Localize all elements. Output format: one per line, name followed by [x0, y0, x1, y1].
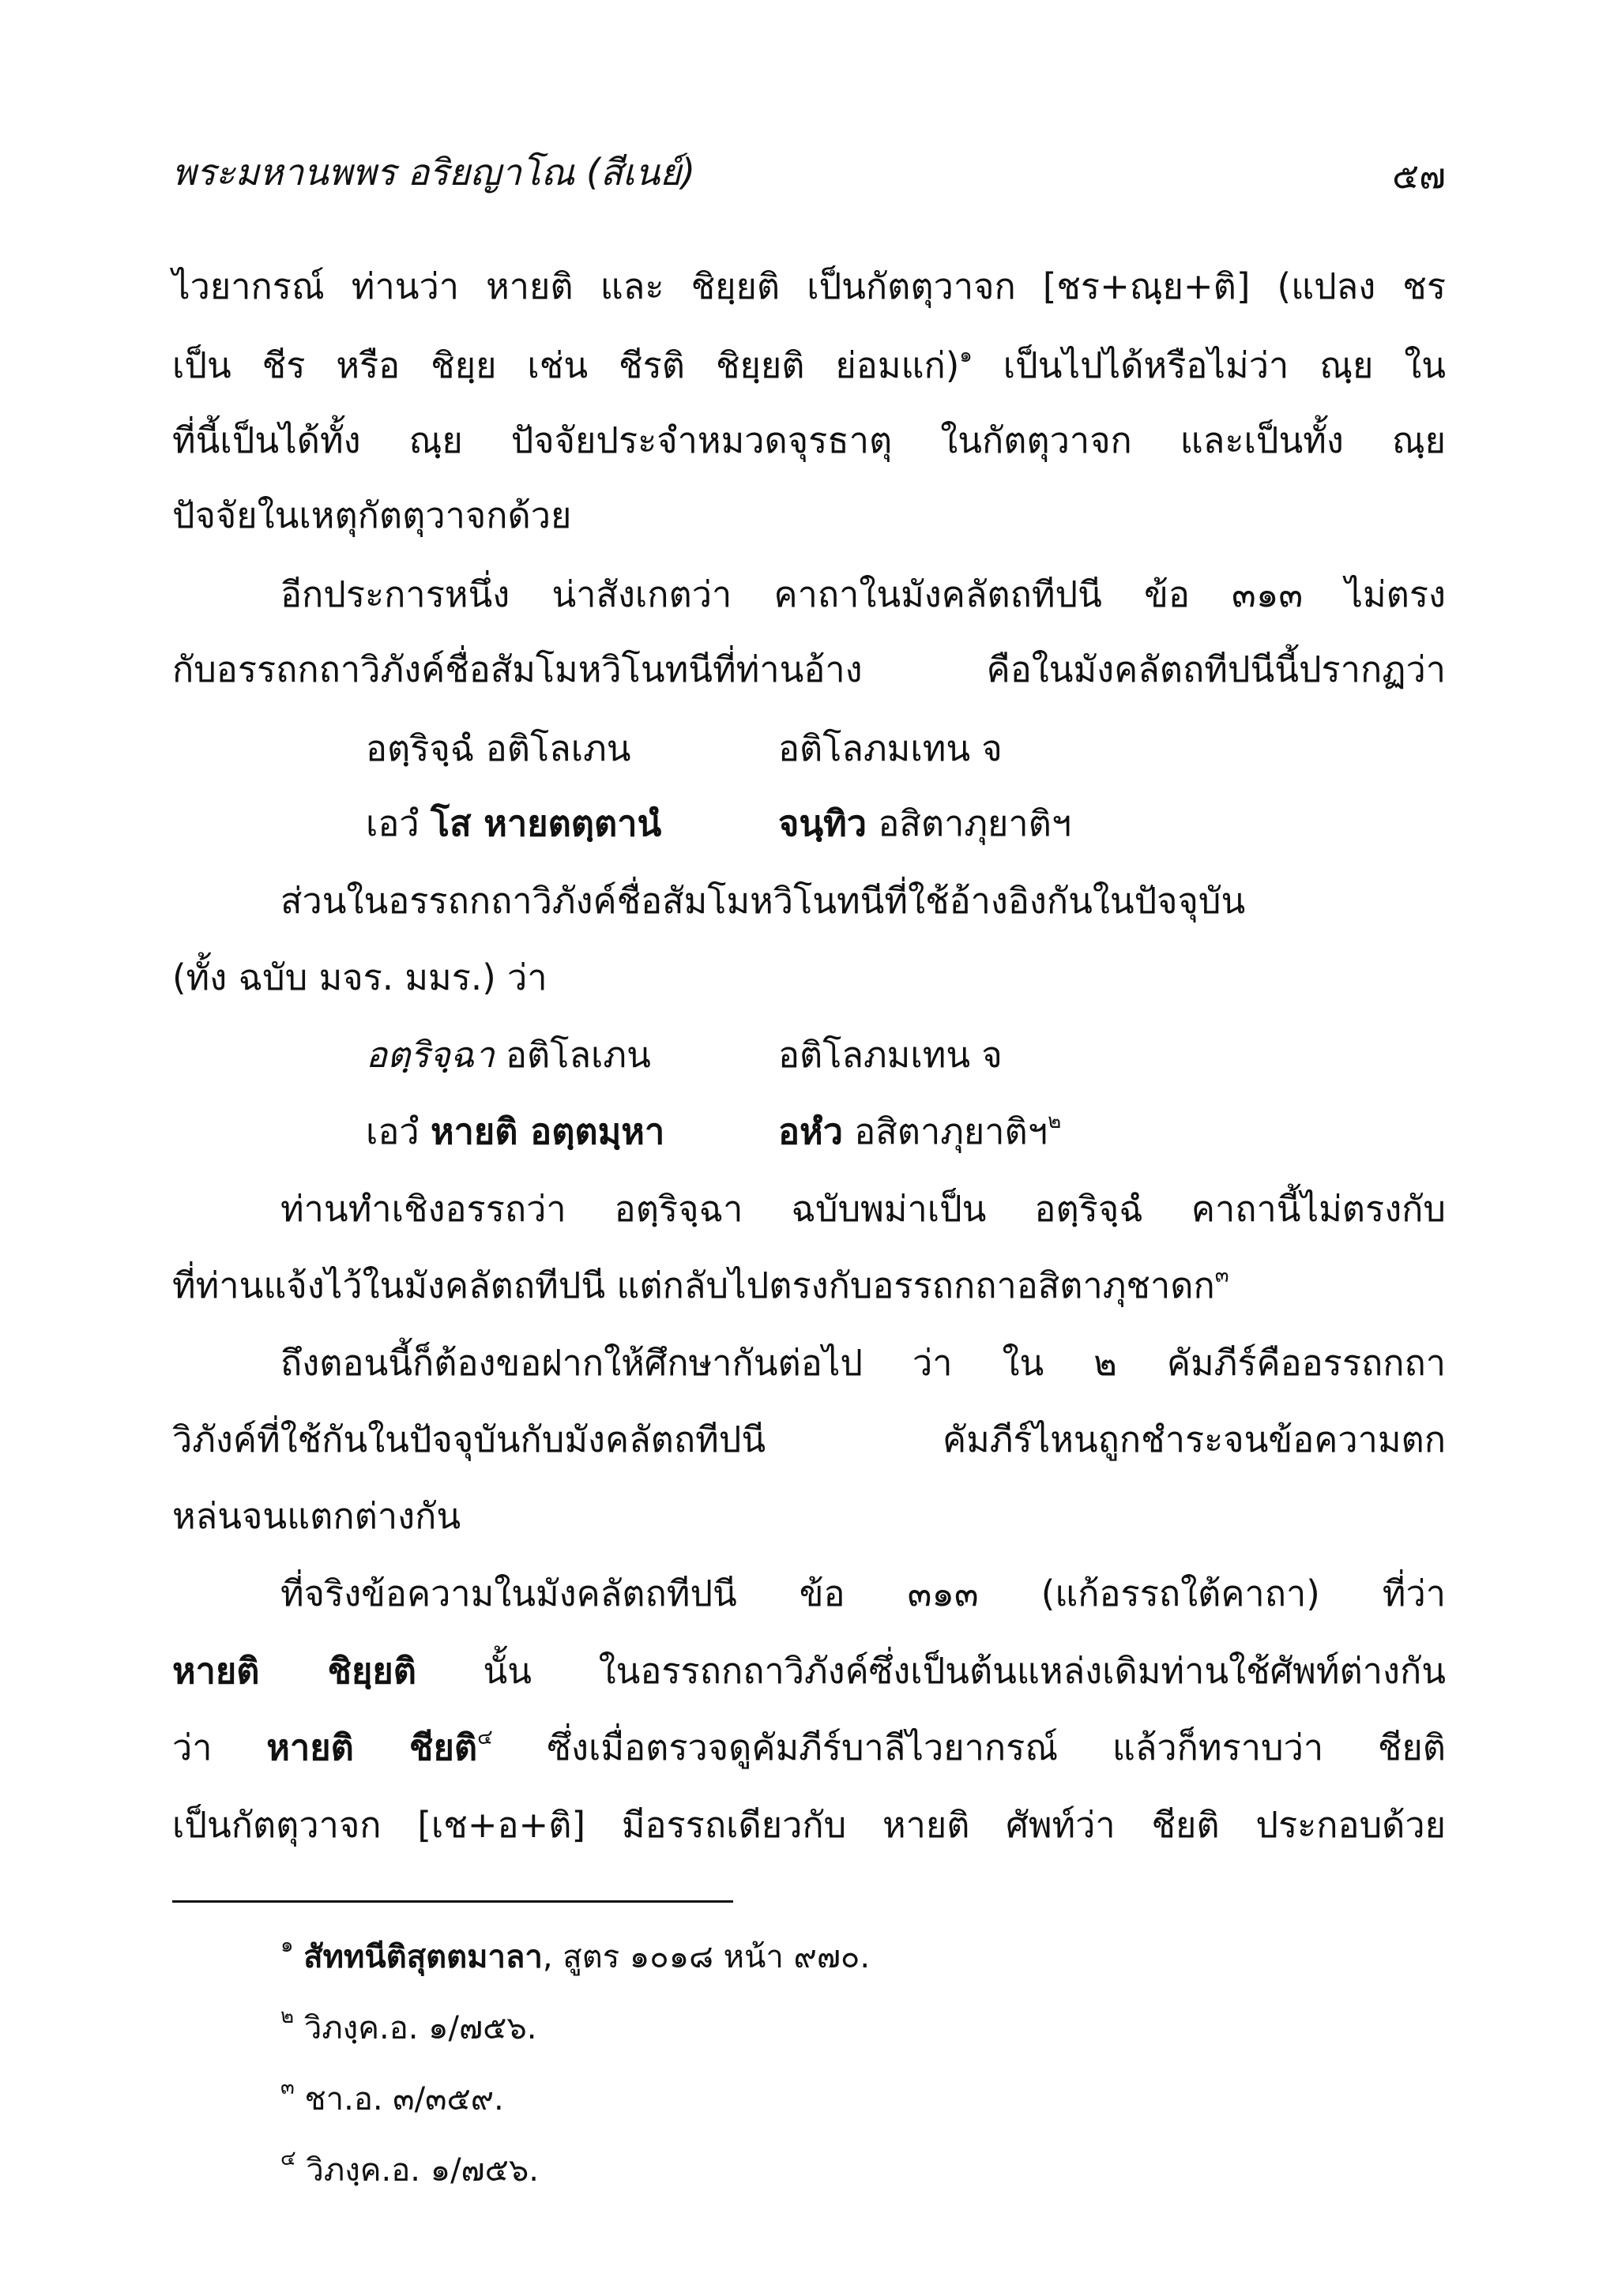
footnote-2	[280, 2005, 537, 2046]
footnote-4-number: ๔	[280, 2147, 296, 2170]
page-number: ๕๗	[1392, 155, 1446, 197]
footnote-4	[280, 2147, 540, 2189]
verse-2-right-bold: จนฺทิว	[778, 802, 867, 844]
body-line-10	[172, 1264, 1229, 1306]
verse-1-left: อตฺริจฺฉํ อติโลเภน	[366, 727, 631, 769]
body-line-11: ถึงตอนนี้ก็ต้องขอฝากให้ศึกษากันต่อไป ว่า ใน ๒ คัมภีร์คืออรรถกถา	[280, 1342, 1446, 1384]
footnote-2-number: ๒	[280, 2005, 295, 2028]
footnote-1-rest: , สูตร ๑๐๑๘ หน้า ๙๗๐.	[542, 1939, 871, 1975]
verse-4-right-plain: อสิตาภุยาติฯ	[842, 1110, 1048, 1152]
verse-3-right: อติโลภมเทน จ	[778, 1034, 1003, 1076]
footnote-3-number: ๓	[280, 2076, 295, 2099]
body-line-15-bold: หายติ ชิยฺยติ	[172, 1650, 416, 1692]
footnote-2-text: วิภงฺค.อ. ๑/๗๕๖.	[294, 2010, 537, 2046]
body-line-6: กับอรรถกถาวิภังค์ชื่อสัมโมหวิโนทนีที่ท่านอ้าง คือในมังคลัตถทีปนีนี้ปรากฏว่า	[172, 648, 1446, 690]
verse-3-left-plain: อติโลเภน	[494, 1034, 651, 1076]
verse-2-left-plain: เอวํ	[366, 802, 431, 844]
verse-2-left	[366, 802, 662, 844]
verse-2-right	[778, 802, 1072, 844]
body-line-13: หล่นจนแตกต่างกัน	[172, 1495, 461, 1537]
body-line-8: (ทั้ง ฉบับ มจร. มมร.) ว่า	[172, 956, 547, 998]
body-line-17: เป็นกัตตุวาจก [เช+อ+ติ] มีอรรถเดียวกับ หายติ ศัพท์ว่า ชียติ ประกอบด้วย	[172, 1804, 1446, 1846]
footnote-1-number: ๑	[280, 1933, 294, 1957]
body-line-16-bold: หายติ ชียติ	[266, 1727, 478, 1768]
verse-4-left-bold: หายติ อตฺตมฺหา	[430, 1110, 665, 1152]
footnote-ref-2[interactable]: ๒	[1048, 1110, 1062, 1133]
verse-3-left	[366, 1034, 651, 1076]
verse-4-right	[778, 1110, 1062, 1152]
body-line-15	[172, 1650, 1446, 1692]
body-line-7: ส่วนในอรรถกถาวิภังค์ชื่อสัมโมหวิโนทนีที่ใช้อ้างอิงกันในปัจจุบัน	[280, 880, 1246, 922]
body-line-12: วิภังค์ที่ใช้กันในปัจจุบันกับมังคลัตถทีปนี คัมภีร์ไหนถูกชำระจนข้อความตก	[172, 1419, 1446, 1460]
body-line-3: ที่นี้เป็นได้ทั้ง ณฺย ปัจจัยประจำหมวดจุรธาตุ ในกัตตุวาจก และเป็นทั้ง ณฺย	[172, 419, 1446, 461]
body-line-5: อีกประการหนึ่ง น่าสังเกตว่า คาถาในมังคลัตถทีปนี ข้อ ๓๑๓ ไม่ตรง	[280, 573, 1446, 615]
body-line-16	[172, 1726, 1447, 1768]
body-line-15-plain: นั้น ในอรรถกถาวิภังค์ซึ่งเป็นต้นแหล่งเดิมท่านใช้ศัพท์ต่างกัน	[416, 1650, 1446, 1692]
body-line-14: ที่จริงข้อความในมังคลัตถทีปนี ข้อ ๓๑๓ (แก้อรรถใต้คาถา) ที่ว่า	[280, 1573, 1446, 1614]
verse-4-right-bold: อหํว	[778, 1110, 843, 1152]
body-line-2b: เป็นไปได้หรือไม่ว่า ณฺย ใน	[972, 344, 1447, 386]
verse-2-right-plain: อสิตาภุยาติฯ	[867, 802, 1072, 844]
verse-3-left-italic: อตฺริจฺฉา	[366, 1034, 495, 1076]
running-header-title: พระมหานพพร อริยญาโณ (สีเนย์)	[172, 151, 696, 194]
footnote-4-text: วิภงฺค.อ. ๑/๗๕๖.	[295, 2152, 540, 2189]
body-line-2	[172, 344, 1447, 386]
footnote-3-text: ชา.อ. ๓/๓๕๙.	[294, 2081, 504, 2118]
body-line-1: ไวยากรณ์ ท่านว่า หายติ และ ชิยฺยติ เป็นกัตตุวาจก [ชร+ณฺย+ติ] (แปลง ชร	[172, 265, 1446, 307]
footnote-ref-1[interactable]: ๑	[959, 344, 973, 367]
footnote-3	[280, 2076, 504, 2118]
footnote-ref-3[interactable]: ๓	[1214, 1264, 1229, 1287]
body-line-9: ท่านทำเชิงอรรถว่า อตฺริจฺฉา ฉบับพม่าเป็น อตฺริจฺฉํ คาถานี้ไม่ตรงกับ	[280, 1188, 1446, 1230]
body-line-16-c: ซึ่งเมื่อตรวจดูคัมภีร์บาลีไวยากรณ์ แล้วก็ทราบว่า ชียติ	[492, 1727, 1447, 1768]
verse-2-left-bold: โส หายตตฺตานํ	[430, 802, 662, 844]
footnote-separator	[172, 1900, 733, 1903]
body-line-10-text: ที่ท่านแจ้งไว้ในมังคลัตถทีปนี แต่กลับไปตรงกับอรรถกถาอสิตาภุชาดก	[172, 1264, 1215, 1306]
footnote-ref-4[interactable]: ๔	[477, 1726, 493, 1749]
verse-4-left	[366, 1110, 665, 1152]
footnote-1-title: สัททนีติสุตตมาลา	[303, 1939, 543, 1975]
verse-1-right: อติโลภมเทน จ	[778, 727, 1003, 769]
body-line-16-a: ว่า	[172, 1727, 267, 1768]
verse-4-left-plain: เอวํ	[366, 1110, 431, 1152]
footnote-1	[280, 1933, 871, 1975]
body-line-2a: เป็น ชีร หรือ ชิยฺย เช่น ชีรติ ชิยฺยติ ย่อมแก่)	[172, 344, 960, 386]
body-line-4: ปัจจัยในเหตุกัตตุวาจกด้วย	[172, 494, 572, 536]
